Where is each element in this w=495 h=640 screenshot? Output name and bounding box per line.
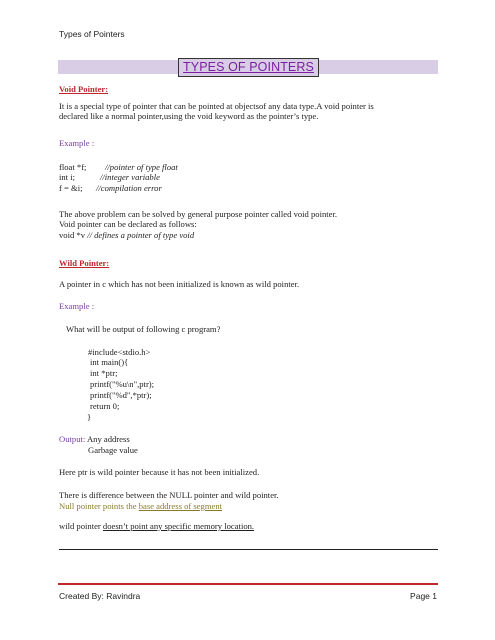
output-value: Any address [86, 434, 130, 444]
program-line-3: int *ptr; [90, 368, 118, 378]
void-code-comment-3: //compilation error [96, 183, 162, 193]
program-line-7: } [87, 412, 92, 422]
output-value-2: Garbage value [88, 445, 138, 455]
program-line-6: return 0; [90, 401, 120, 411]
void-code-comment-2: //integer variable [100, 172, 160, 182]
wild-para1: A pointer in c which has not been initialized is known as wild pointer. [59, 279, 300, 289]
void-code-line-1: float *f; [59, 162, 87, 172]
wild-pointer-heading: Wild Pointer: [59, 258, 110, 268]
null-line-prefix: Null pointer points the [59, 501, 139, 511]
footer-author: Created By: Ravindra [59, 591, 141, 601]
void-para2-line3 [59, 230, 194, 240]
wild-example-label: Example : [59, 301, 95, 311]
running-header: Types of Pointers [59, 29, 125, 39]
footer-page-number: Page 1 [410, 591, 437, 601]
void-code-line-2: int i; [59, 172, 75, 182]
void-decl-comment: // defines a pointer of type void [87, 230, 195, 240]
void-para2-line1: The above problem can be solved by general purpose pointer called void pointer. [59, 209, 338, 219]
void-code-line-3: f = &i; [59, 183, 83, 193]
wild-line-prefix: wild pointer [59, 521, 103, 531]
void-decl-code: void *v [59, 230, 86, 240]
wild-pointer-line [59, 521, 254, 531]
null-line-underlined: base address of segment [138, 501, 223, 511]
footer-rule [58, 583, 438, 585]
wild-explanation: Here ptr is wild pointer because it has not been initialized. [59, 467, 260, 477]
page-title: TYPES OF POINTERS [178, 58, 319, 77]
void-pointer-heading: Void Pointer: [59, 84, 109, 94]
program-line-2: int main(){ [90, 357, 129, 367]
wild-question: What will be output of following c program? [66, 324, 221, 334]
void-para1-line1: It is a special type of pointer that can be pointed at objectsof any data type.A void pointer is [59, 101, 374, 111]
output-label: Output: [59, 434, 86, 444]
difference-line: There is difference between the NULL pointer and wild pointer. [59, 490, 279, 500]
void-para1-line2: declared like a normal pointer,using the void keyword as the pointer’s type. [59, 111, 319, 121]
program-line-4: printf("%u\n",ptr); [90, 379, 155, 389]
program-line-5: printf("%d",*ptr); [90, 390, 152, 400]
section-divider [59, 549, 438, 550]
wild-line-underlined: doesn’t point any specific memory location. [102, 521, 255, 531]
void-example-label: Example : [59, 138, 95, 148]
program-line-1: #include<stdio.h> [88, 347, 151, 357]
void-para2-line2: Void pointer can be declared as follows: [59, 219, 197, 229]
output-line [59, 434, 130, 444]
void-code-comment-1: //pointer of type float [105, 162, 178, 172]
null-pointer-line [59, 501, 222, 511]
